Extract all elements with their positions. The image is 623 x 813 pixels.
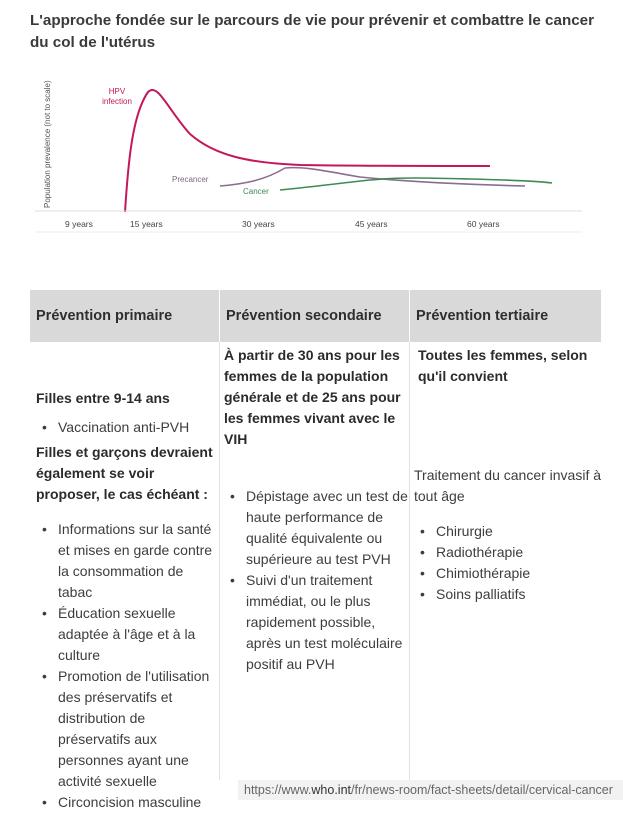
primary-group1: Filles entre 9-14 ans [36,390,170,406]
tertiary-intro: Traitement du cancer invasif à tout âge [414,467,602,504]
source-url[interactable]: https://www.who.int/fr/news-room/fact-sheets/detail/cervical-cancer [238,780,623,800]
list-item: • Dépistage avec un test de haute performance de qualité équivalente ou supérieure au test PVH [246,486,412,570]
tick-45: 45 years [355,219,388,229]
series-hpv-line [125,90,490,212]
secondary-group1: À partir de 30 ans pour les femmes de la population générale et de 25 ans pour les femmes vivant avec le VIH [224,347,401,447]
list-item: • Chimiothérapie [436,563,602,584]
list-item: • Chirurgie [436,521,602,542]
tertiary-list1 [414,521,602,605]
secondary-list1 [224,486,412,675]
primary-list2 [36,519,220,813]
list-item: • Radiothérapie [436,542,602,563]
list-item: • Promotion de l'utilisation des préservatifs et distribution de préservatifs aux personnes ayant une activité sexuelle [58,666,220,792]
column-primary [36,388,220,813]
header-primary: Prévention primaire [30,290,219,342]
column-tertiary [414,345,602,605]
list-item: • Suivi d'un traitement immédiat, ou le plus rapidement possible, après un test moléculaire positif au PVH [246,570,412,675]
header-tertiary: Prévention tertiaire [410,290,601,342]
chart-ylabel: Population prevalence (not to scale) [43,80,52,208]
primary-list1 [36,417,220,438]
primary-group2: Filles et garçons devraient également se voir proposer, le cas échéant : [36,444,213,502]
series-precancer-line [220,168,525,186]
tertiary-group1: Toutes les femmes, selon qu'il convient [418,347,588,384]
tick-30: 30 years [242,219,275,229]
list-item: • Soins palliatifs [436,584,602,605]
tick-9: 9 years [65,219,93,229]
series-cancer-line [280,178,552,190]
list-item: • Informations sur la santé et mises en garde contre la consommation de tabac [58,519,220,603]
list-item: • Vaccination anti-PVH [58,417,220,438]
tick-60: 60 years [467,219,500,229]
prevalence-chart [30,60,590,235]
list-item: • Éducation sexuelle adaptée à l'âge et à la culture [58,603,220,666]
list-item: • Circoncision masculine [58,792,220,813]
column-secondary [224,345,412,675]
header-secondary: Prévention secondaire [220,290,409,342]
label-hpv: HPV infection [102,87,132,106]
tick-15: 15 years [130,219,163,229]
label-cancer: Cancer [243,187,269,196]
page-title: L'approche fondée sur le parcours de vie pour prévenir et combattre le cancer du col de l'utérus [30,12,595,51]
label-precancer: Precancer [172,175,209,184]
